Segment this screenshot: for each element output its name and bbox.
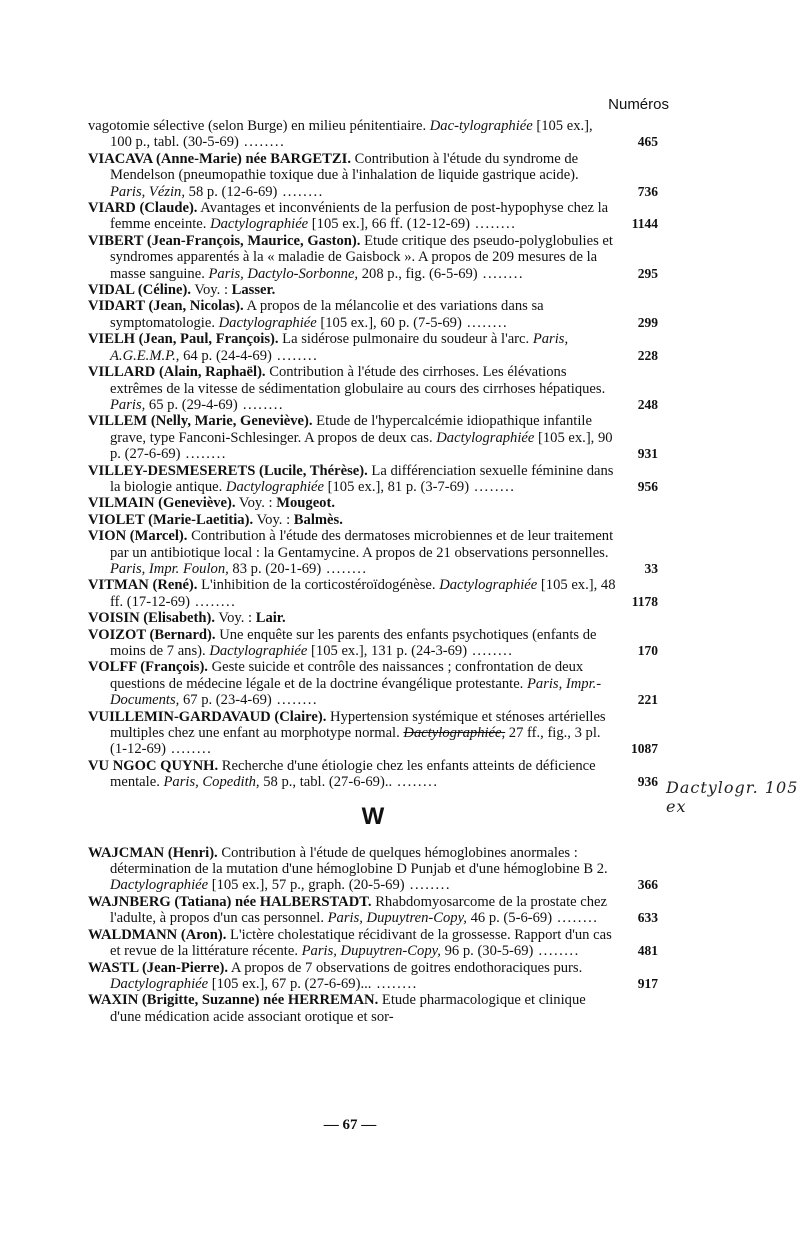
publication: Dactylographiée	[218, 314, 317, 331]
entry-title: Recherche d'une étiologie chez les enfants atteints de déficience mentale.	[110, 757, 596, 791]
entry-details: 83 p. (20-1-69)	[228, 560, 322, 577]
bibliography-entry	[88, 495, 658, 511]
author-name: VIACAVA (Anne-Marie) née BARGETZI.	[88, 150, 351, 167]
entry-details: [105 ex.], 48 ff. (17-12-69)	[110, 577, 616, 610]
bibliography-entry	[88, 528, 658, 577]
bibliography-entry	[88, 233, 658, 282]
author-name: VUILLEMIN-GARDAVAUD (Claire).	[88, 708, 327, 725]
publication: Paris, Impr.-Documents,	[110, 675, 602, 709]
entry-title: Etude critique des pseudo-polyglobulies et syndromes apparentés à la « maladie de Gaisbock ». A propos de 209 mesures de la masse sanguine.	[110, 232, 613, 282]
see-reference: Lasser.	[231, 282, 276, 299]
entry-text	[88, 200, 616, 233]
publication: Dactylographiée	[110, 975, 209, 992]
entries-column	[88, 118, 658, 1025]
entry-title: Contribution à l'étude des cirrhoses. Les élévations extrêmes de la vitesse de sédimentation globulaire au cours des cirrhoses hépatiques.	[110, 364, 606, 397]
author-name: VIDART (Jean, Nicolas).	[88, 298, 244, 315]
bibliography-entry	[88, 331, 658, 364]
entry-text	[88, 894, 616, 927]
entry-number: 936	[637, 774, 658, 790]
author-name: VIBERT (Jean-François, Maurice, Gaston).	[88, 232, 361, 249]
leader-dots: ........	[277, 183, 324, 200]
entry-details: [105 ex.], 67 p. (27-6-69)...	[208, 975, 372, 992]
entry-details: 208 p., fig. (6-5-69)	[358, 265, 478, 282]
entry-details: [105 ex.], 60 p. (7-5-69)	[316, 314, 462, 331]
entry-text	[88, 463, 616, 496]
entry-details: 58 p., tabl. (27-6-69)..	[259, 774, 393, 791]
entry-text	[88, 413, 616, 462]
entry-text	[88, 992, 616, 1025]
bibliography-entry	[88, 758, 658, 791]
section-letter-w: W	[361, 802, 385, 830]
see-reference: Mougeot.	[276, 495, 335, 512]
leader-dots: ........	[321, 560, 368, 577]
entry-details: 46 p. (5-6-69)	[466, 910, 553, 927]
entry-title: Etude pharmacologique et clinique d'une médication acide associant orotique et sor-	[110, 992, 586, 1025]
publication: Dactylographiée	[436, 429, 535, 446]
leader-dots: ........	[470, 216, 517, 233]
entry-details: [105 ex.], 66 ff. (12-12-69)	[308, 216, 470, 233]
entry-details: [105 ex.], 81 p. (3-7-69)	[324, 478, 470, 495]
author-name: VILLARD (Alain, Raphaël).	[88, 364, 266, 381]
entry-text	[88, 282, 616, 298]
entry-title: A propos de 7 observations de goitres endothoraciques purs.	[227, 959, 583, 976]
entry-title: L'ictère cholestatique récidivant de la grossesse. Rapport d'un cas et revue de la littérature récente.	[110, 926, 612, 960]
entry-text	[88, 512, 616, 528]
bibliography-entry	[88, 659, 658, 708]
entry-details: [105 ex.], 90 p. (27-6-69)	[110, 429, 613, 463]
leader-dots: ........	[469, 478, 516, 495]
leader-dots: ........	[271, 347, 319, 364]
entry-title: L'inhibition de la corticostéroïdogénèse.	[197, 577, 440, 594]
entry-details: 65 p. (29-4-69)	[145, 396, 238, 413]
entry-number: 248	[637, 396, 658, 412]
entry-number: 33	[644, 560, 658, 576]
author-name: VION (Marcel).	[88, 528, 188, 545]
leader-dots: ........	[477, 265, 524, 282]
entry-details: [105 ex.], 57 p., graph. (20-5-69)	[208, 877, 405, 894]
entry-text	[88, 495, 616, 511]
entry-text	[88, 758, 616, 791]
bibliography-entry	[88, 413, 658, 462]
leader-dots: ........	[271, 692, 319, 709]
publication: Dac-tylographiée	[429, 118, 533, 134]
bibliography-entry	[88, 512, 658, 528]
entry-title: Contribution à l'étude du syndrome de Mendelson (pneumopathie toxique due à l'inhalation de liquide gastrique acide).	[110, 150, 579, 184]
leader-dots: ........	[467, 643, 514, 659]
leader-dots: ........	[392, 774, 439, 791]
entry-text	[88, 610, 616, 626]
publication: Paris, Dupuytren-Copy,	[327, 910, 467, 927]
entry-title: La sidérose pulmonaire du soudeur à l'arc.	[278, 331, 533, 348]
bibliography-entry	[88, 118, 658, 151]
entry-number: 1178	[631, 593, 658, 609]
author-name: VIELH (Jean, Paul, François).	[88, 331, 279, 348]
author-name: VILLEY-DESMESERETS (Lucile, Thérèse).	[88, 462, 368, 479]
entry-details: 27 ff., fig., 3 pl. (1-12-69)	[110, 725, 601, 758]
bibliography-entry	[88, 577, 658, 610]
entry-text	[88, 927, 616, 960]
publication: Dactylographiée	[210, 216, 309, 233]
author-name: VITMAN (René).	[88, 577, 198, 594]
page-number: — 67 —	[323, 1117, 377, 1133]
entry-details: 58 p. (12-6-69)	[185, 183, 278, 200]
column-header: Numéros	[608, 96, 669, 113]
entry-details: [105 ex.], 100 p., tabl. (30-5-69)	[110, 118, 593, 151]
entry-number: 931	[637, 446, 658, 462]
entries-w-list	[88, 845, 658, 1025]
publication: Dactylographiée	[209, 643, 308, 659]
leader-dots: ........	[237, 396, 285, 413]
author-name: VILMAIN (Geneviève).	[88, 495, 236, 512]
see-reference: Balmès.	[293, 511, 343, 528]
entry-text	[88, 845, 616, 894]
author-name: WALDMANN (Aron).	[88, 926, 227, 943]
entry-details: 67 p. (23-4-69)	[179, 692, 272, 709]
bibliography-entry	[88, 298, 658, 331]
entry-number: 1087	[631, 741, 658, 757]
leader-dots: ........	[404, 877, 451, 894]
entry-title: Hypertension systémique et sténoses artérielles multiples chez une enfant au morphotype normal.	[110, 708, 606, 742]
entry-number: 1144	[631, 216, 658, 232]
entry-title: Voy. :	[215, 610, 256, 627]
entry-number: 481	[637, 943, 658, 959]
entry-text	[88, 233, 616, 282]
entry-text	[88, 577, 616, 610]
bibliography-entry	[88, 927, 658, 960]
bibliography-entry	[88, 845, 658, 894]
publication: Dactylographiée	[110, 877, 209, 894]
entry-title: Voy. :	[235, 495, 277, 512]
bibliography-entry	[88, 894, 658, 927]
publication: Paris, Dactylo-Sorbonne,	[208, 265, 359, 282]
leader-dots: ........	[238, 134, 286, 151]
entry-text	[88, 331, 616, 364]
entry-number: 465	[637, 134, 658, 150]
entry-title: A propos de la mélancolie et des variations dans sa symptomatologie.	[110, 298, 544, 331]
author-name: WAJCMAN (Henri).	[88, 844, 218, 861]
author-name: VILLEM (Nelly, Marie, Geneviève).	[88, 413, 313, 430]
author-name: VOIZOT (Bernard).	[88, 626, 216, 643]
bibliography-entry	[88, 364, 658, 413]
publication: Paris,	[110, 396, 146, 413]
publication: Paris, Copedith,	[163, 774, 260, 791]
entry-number: 366	[637, 877, 658, 893]
bibliography-entry	[88, 960, 658, 993]
bibliography-entry	[88, 709, 658, 758]
bibliography-entry	[88, 282, 658, 298]
bibliography-entry	[88, 200, 658, 233]
leader-dots: ........	[461, 314, 509, 331]
publication: Paris, Impr. Foulon,	[110, 560, 229, 577]
entry-text	[88, 709, 616, 758]
bibliography-entry	[88, 992, 658, 1025]
entry-details: 96 p. (30-5-69)	[440, 943, 534, 960]
handwritten-annotation: Dactylogr. 105 ex	[666, 778, 799, 816]
entry-title: Avantages et inconvénients de la perfusion de post-hypophyse chez la femme enceinte.	[110, 200, 609, 233]
publication: Paris, A.G.E.M.P.,	[110, 331, 569, 364]
publication: Paris, Vézin,	[110, 183, 185, 200]
publication: Dactylographiée	[225, 478, 324, 495]
author-name: VIOLET (Marie-Laetitia).	[88, 511, 254, 528]
entries-v-list	[88, 118, 658, 791]
leader-dots: ........	[165, 741, 213, 758]
entry-title: Rhabdomyosarcome de la prostate chez l'adulte, à propos d'un cas personnel.	[110, 893, 607, 927]
bibliography-entry	[88, 610, 658, 626]
entry-details: 64 p. (24-4-69)	[179, 347, 272, 364]
entry-number: 295	[637, 265, 658, 281]
entry-text	[88, 627, 616, 660]
leader-dots: ........	[180, 446, 227, 463]
entry-title: La différenciation sexuelle féminine dans la biologie antique.	[110, 462, 614, 495]
bibliography-entry	[88, 627, 658, 660]
leader-dots: ........	[189, 593, 237, 610]
author-name: WASTL (Jean-Pierre).	[88, 959, 228, 976]
entry-text	[88, 298, 616, 331]
entry-text	[88, 960, 616, 993]
publication: Dactylographiée	[439, 577, 538, 594]
entry-title: Etude de l'hypercalcémie idiopathique infantile grave, type Fanconi-Schlesinger. A propos de deux cas.	[110, 413, 592, 446]
author-name: WAXIN (Brigitte, Suzanne) née HERREMAN.	[88, 992, 379, 1009]
entry-text	[88, 364, 616, 413]
entry-text	[88, 528, 616, 577]
bibliography-entry	[88, 151, 658, 200]
entry-number: 170	[637, 643, 658, 658]
entry-number: 736	[637, 183, 658, 199]
entry-title: Voy. :	[190, 282, 232, 299]
entry-title: Contribution à l'étude des dermatoses microbiennes et de leur traitement par un antibiotique local : la Gentamycine. A propos de 21 observations personnelles.	[110, 528, 614, 561]
entry-title: Geste suicide et contrôle des naissances ; confrontation de deux questions de médecine légale et de la doctrine évangélique protestante.	[110, 659, 584, 692]
entry-title: Voy. :	[253, 511, 294, 528]
entry-number: 956	[637, 478, 658, 494]
entry-title: Une enquête sur les parents des enfants psychotiques (enfants de moins de 7 ans).	[110, 626, 597, 659]
author-name: VIARD (Claude).	[88, 200, 198, 217]
entry-title: Contribution à l'étude de quelques hémoglobines anormales : détermination de la mutation d'une hémoglobine D Punjab et d'une hémoglobine B 2.	[110, 844, 608, 878]
author-name: WAJNBERG (Tatiana) née HALBERSTADT.	[88, 893, 372, 910]
entry-details: [105 ex.], 131 p. (24-3-69)	[307, 643, 468, 659]
leader-dots: ........	[533, 943, 580, 960]
struck-publication: Dactylographiée,	[403, 725, 506, 742]
entry-text	[88, 151, 616, 200]
see-reference: Lair.	[255, 610, 286, 627]
bibliography-entry	[88, 463, 658, 496]
author-name: VOLFF (François).	[88, 659, 208, 676]
entry-number: 633	[637, 910, 658, 926]
entry-number: 299	[637, 314, 658, 330]
leader-dots: ........	[552, 910, 599, 927]
leader-dots: ........	[371, 975, 418, 992]
entry-number: 221	[637, 692, 658, 708]
publication: Paris, Dupuytren-Copy,	[301, 943, 441, 960]
entry-number: 228	[637, 347, 658, 363]
entry-text	[88, 118, 616, 151]
entry-text	[88, 659, 616, 708]
entry-title: vagotomie sélective (selon Burge) en milieu pénitentiaire.	[88, 118, 430, 134]
entry-number: 917	[637, 975, 658, 991]
author-name: VIDAL (Céline).	[88, 282, 191, 299]
author-name: VU NGOC QUYNH.	[88, 757, 219, 774]
author-name: VOISIN (Elisabeth).	[88, 610, 216, 627]
